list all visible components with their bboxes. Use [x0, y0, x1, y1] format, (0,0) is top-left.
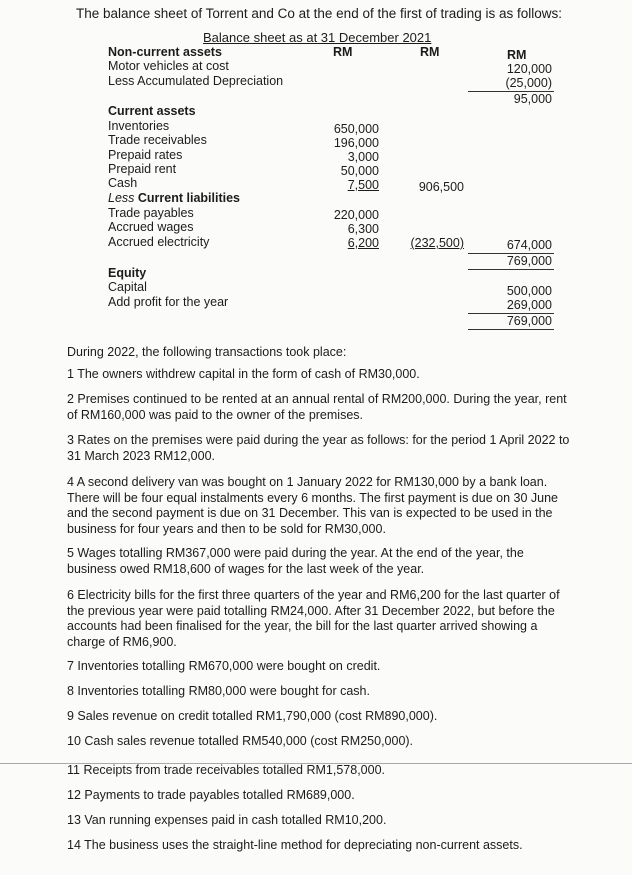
transaction-2: 2 Premises continued to be rented at an annual rental of RM200,000. During the year, rent of RM160,000 was paid to the owner of the premises. [67, 392, 567, 422]
accrued-wages-value: 6,300 [347, 222, 379, 236]
current-liabilities-total: (232,500) [410, 236, 464, 250]
transaction-10: 10 Cash sales revenue totalled RM540,000 (cost RM250,000). [67, 734, 414, 748]
current-liabilities-prefix: Less [108, 191, 138, 205]
cash-label: Cash [108, 176, 138, 190]
transaction-13: 13 Van running expenses paid in cash totalled RM10,200. [67, 813, 387, 827]
equity-total-value: 769,000 [506, 314, 552, 328]
balance-sheet-title: Balance sheet as at 31 December 2021 [203, 30, 432, 45]
net-non-current-value: 95,000 [513, 92, 552, 106]
accumulated-depreciation-label: Less Accumulated Depreciation [108, 74, 284, 88]
accrued-electricity-label: Accrued electricity [108, 235, 210, 249]
accrued-wages-label: Accrued wages [108, 220, 194, 234]
accrued-electricity-value: 6,200 [347, 236, 379, 250]
profit-value: 269,000 [506, 298, 552, 312]
col3-currency-header: RM [507, 48, 527, 62]
accumulated-depreciation-value: (25,000) [505, 76, 552, 90]
motor-vehicles-value: 120,000 [506, 62, 552, 76]
trade-receivables-value: 196,000 [333, 136, 379, 150]
transaction-7: 7 Inventories totalling RM670,000 were bought on credit. [67, 659, 381, 673]
capital-value: 500,000 [506, 284, 552, 298]
inventories-label: Inventories [108, 119, 170, 133]
transaction-14: 14 The business uses the straight-line method for depreciating non-current assets. [67, 838, 523, 852]
prepaid-rent-value: 50,000 [340, 164, 379, 178]
equity-heading: Equity [108, 266, 147, 280]
transaction-12: 12 Payments to trade payables totalled RM689,000. [67, 788, 355, 802]
prepaid-rent-label: Prepaid rent [108, 162, 177, 176]
inventories-value: 650,000 [333, 122, 379, 136]
prepaid-rates-label: Prepaid rates [108, 148, 183, 162]
current-assets-heading: Current assets [108, 104, 196, 118]
capital-label: Capital [108, 280, 147, 294]
transaction-8: 8 Inventories totalling RM80,000 were bought for cash. [67, 684, 370, 698]
cash-value: 7,500 [347, 178, 379, 192]
col2-currency-header: RM [420, 45, 440, 59]
prepaid-rates-value: 3,000 [347, 150, 379, 164]
current-liabilities-title: Current liabilities [137, 191, 240, 205]
transaction-6: 6 Electricity bills for the first three quarters of the year and RM6,200 for the last quarter of the previous year were paid totalling RM24,000. After 31 December 2022, but before the accounts had been finalised for the year, the bill for the last quarter arrived showing a charge of RM6,900. [67, 588, 560, 649]
trade-payables-label: Trade payables [108, 206, 194, 220]
transaction-3: 3 Rates on the premises were paid during the year as follows: for the period 1 April 2022 to 31 March 2023 RM12,000. [67, 433, 570, 463]
balance-total-value: 769,000 [506, 254, 552, 268]
during-heading: During 2022, the following transactions took place: [67, 345, 347, 359]
trade-receivables-label: Trade receivables [108, 133, 207, 147]
total-rule-bottom [468, 269, 554, 270]
transaction-4: 4 A second delivery van was bought on 1 January 2022 for RM130,000 by a bank loan. There will be four equal instalments every 6 months. The first payment is due on 30 June and the second payment is due on 31 December. This van is expected to be used in the business for four years and then to be sold for RM30,000. [67, 475, 558, 536]
intro-text: The balance sheet of Torrent and Co at the end of the first of trading is as follows: [76, 6, 563, 21]
transaction-11: 11 Receipts from trade receivables totalled RM1,578,000. [67, 763, 385, 777]
col1-currency-header: RM [333, 45, 353, 59]
current-liabilities-heading [108, 191, 240, 205]
trade-payables-value: 220,000 [333, 208, 379, 222]
transaction-1: 1 The owners withdrew capital in the form of cash of RM30,000. [67, 367, 420, 381]
non-current-assets-heading: Non-current assets [108, 45, 222, 59]
equity-rule-bottom [468, 329, 554, 330]
motor-vehicles-label: Motor vehicles at cost [108, 59, 229, 73]
profit-label: Add profit for the year [108, 295, 229, 309]
transaction-5: 5 Wages totalling RM367,000 were paid during the year. At the end of the year, the business owed RM18,600 of wages for the last week of the year. [67, 546, 524, 576]
transaction-9: 9 Sales revenue on credit totalled RM1,790,000 (cost RM890,000). [67, 709, 438, 723]
current-assets-total: 906,500 [418, 180, 464, 194]
net-current-assets-value: 674,000 [506, 238, 552, 252]
